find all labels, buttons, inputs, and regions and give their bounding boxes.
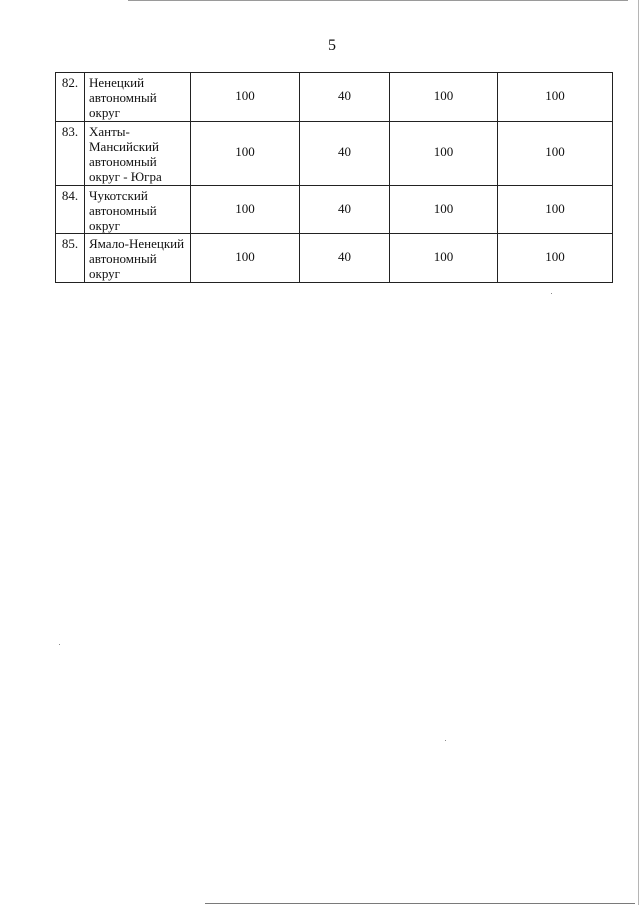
region-name: Чукотский автономный округ bbox=[85, 186, 191, 234]
row-number: 82. bbox=[56, 73, 85, 122]
scan-speck bbox=[445, 740, 446, 741]
value-cell-2: 40 bbox=[300, 234, 390, 283]
value-cell-2: 40 bbox=[300, 73, 390, 122]
value-cell-3: 100 bbox=[390, 122, 498, 186]
region-name: Ямало-Ненецкий автономный округ bbox=[85, 234, 191, 283]
value-cell-1: 100 bbox=[191, 186, 300, 234]
region-name: Ненецкий автономный округ bbox=[85, 73, 191, 122]
row-number: 85. bbox=[56, 234, 85, 283]
value-cell-3: 100 bbox=[390, 73, 498, 122]
value-cell-4: 100 bbox=[498, 122, 613, 186]
value-cell-4: 100 bbox=[498, 186, 613, 234]
table-row bbox=[56, 234, 613, 283]
page-number: 5 bbox=[328, 37, 336, 54]
regions-table bbox=[55, 72, 613, 283]
table-row bbox=[56, 122, 613, 186]
scan-speck bbox=[59, 644, 60, 645]
row-number: 83. bbox=[56, 122, 85, 186]
value-cell-2: 40 bbox=[300, 122, 390, 186]
value-cell-4: 100 bbox=[498, 73, 613, 122]
value-cell-1: 100 bbox=[191, 122, 300, 186]
scan-edge-right bbox=[638, 0, 639, 905]
row-number: 84. bbox=[56, 186, 85, 234]
scan-edge-top bbox=[128, 0, 628, 1]
scan-speck bbox=[551, 293, 552, 294]
value-cell-4: 100 bbox=[498, 234, 613, 283]
value-cell-1: 100 bbox=[191, 234, 300, 283]
value-cell-3: 100 bbox=[390, 234, 498, 283]
table-row bbox=[56, 73, 613, 122]
table-row bbox=[56, 186, 613, 234]
value-cell-3: 100 bbox=[390, 186, 498, 234]
value-cell-2: 40 bbox=[300, 186, 390, 234]
value-cell-1: 100 bbox=[191, 73, 300, 122]
scan-edge-bottom bbox=[205, 903, 635, 904]
region-name: Ханты-Мансийский автономный округ - Югра bbox=[85, 122, 191, 186]
